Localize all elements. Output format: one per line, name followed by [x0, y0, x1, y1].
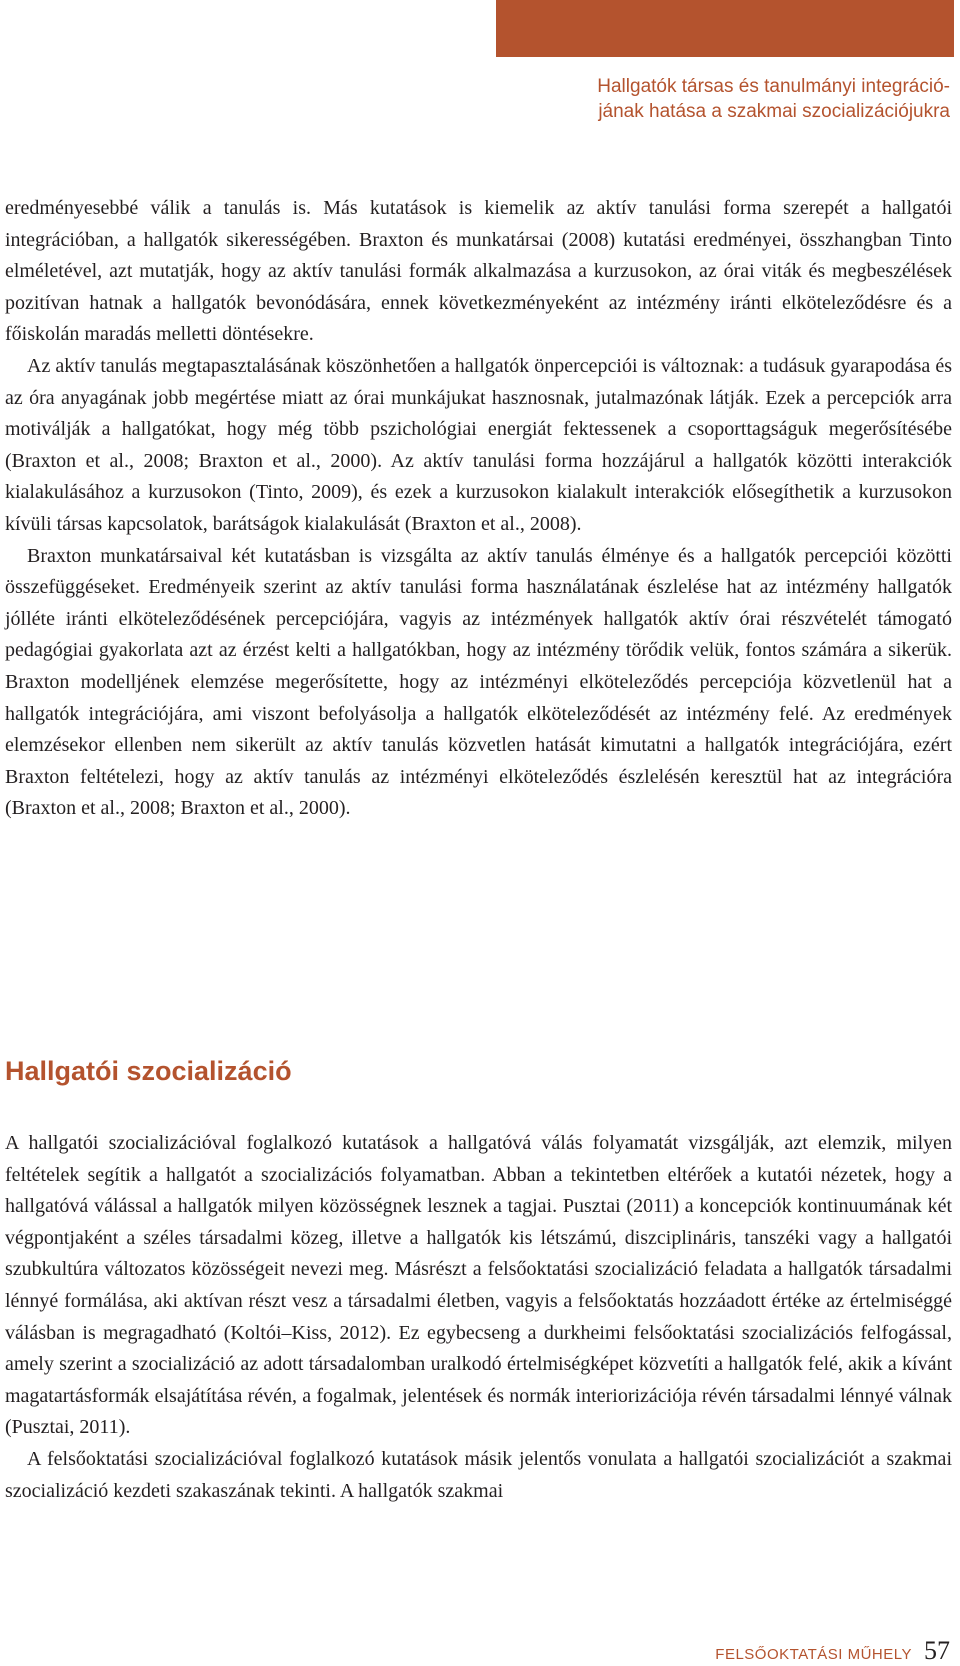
journal-name: FELSŐOKTATÁSI MŰHELY: [715, 1646, 912, 1663]
running-head-line-1: Hallgatók társas és tanulmányi integráció-: [597, 76, 950, 97]
header-color-bar: [496, 0, 954, 57]
body-section-2: [5, 1128, 952, 1507]
page-number: 57: [924, 1636, 950, 1665]
paragraph: A hallgatói szocializációval foglalkozó kutatások a hallgatóvá válás folyamatát vizsgálják, azt elemzik, milyen feltételek segítik a hallgatót a szocializációs folyamatban. Abban a tekintetben eltérőek a kutatói nézetek, hogy a hallgatóvá válással a hallgatók milyen közösségnek lesznek a tagjai. Pusztai (2011) a koncepciók kontinuumának két végpontjaként a széles társadalmi közeg, illetve a hallgatók kis létszámú, diszciplináris, tanszéki vagy a hallgatói szubkultúra változatos közösségeit nevezi meg. Másrészt a felsőoktatási szocializáció feladata a hallgatók társadalmi lénnyé formálása, aki aktívan részt vesz a társadalmi életben, vagyis a felsőoktatás hozzáadott értéke az értelmiséggé válásban is megragadható (Koltói–Kiss, 2012). Ez egybecseng a durkheimi felsőoktatási szocializációs felfogással, amely szerint a szocializáció az adott társadalomban uralkodó értelmiségképet közvetíti a hallgatók felé, akik a kívánt magatartásformák elsajátítása révén, a fogalmak, jelentések és normák interiorizációja révén társadalmi lénnyé válnak (Pusztai, 2011).: [5, 1132, 952, 1439]
running-head-line-2: jának hatása a szakmai szocializációjukra: [598, 101, 950, 122]
paragraph: Braxton munkatársaival két kutatásban is vizsgálta az aktív tanulás élménye és a hallgatók percepciói közötti összefüggéseket. Eredményeik szerint az aktív tanulási forma használatának észlelése hat az intézmény hallgatók jólléte iránti elköteleződésének percepciójára, vagyis az intézmények hallgatók aktív órai részvételét támogató pedagógiai gyakorlata azt az érzést kelti a hallgatókban, hogy az intézmény törődik velük, fontos számára a sikerük. Braxton modelljének elemzése megerősítette, hogy az intézményi elköteleződés percepciója közvetlenül hat a hallgatók integrációjára, ami viszont befolyásolja a hallgatók elköteleződését az intézmény felé. Az eredmények elemzésekor ellenben nem sikerült az aktív tanulás közvetlen hatását kimutatni a hallgatók integrációjára, ezért Braxton feltételezi, hogy az aktív tanulás az intézményi elköteleződés észlelésén keresztül hat az integrációra (Braxton et al., 2008; Braxton et al., 2000).: [5, 544, 952, 820]
section-heading: Hallgatói szocializáció: [5, 1056, 292, 1086]
paragraph: Az aktív tanulás megtapasztalásának köszönhetően a hallgatók önpercepciói is változnak: a tudásuk gyarapodása és az óra anyagának jobb megértése miatt az órai munkájukat hasznosnak, jutalmazónak látják. Ezek a percepciók arra motiválják a hallgatókat, hogy még több pszichológiai energiát fektessenek a csoporttagságuk megerősítésébe (Braxton et al., 2008; Braxton et al., 2000). Az aktív tanulási forma hozzájárul a hallgatók közötti interakciók kialakulásához a kurzusokon (Tinto, 2009), és ezek a kurzusokon kialakult interakciók elősegíthetik a kurzusokon kívüli társas kapcsolatok, barátságok kialakulását (Braxton et al., 2008).: [5, 354, 952, 535]
page-footer: [715, 1636, 950, 1666]
paragraph: eredményesebbé válik a tanulás is. Más kutatások is kiemelik az aktív tanulási forma szerepét a hallgatói integrációban, a hallgatók sikerességében. Braxton és munkatársai (2008) kutatási eredményei, összhangban Tinto elméletével, azt mutatják, hogy az aktív tanulási formák alkalmazása a kurzusokon, az órai viták és megbeszélések pozitívan hatnak a hallgatók bevonódására, ennek következményeként az intézmény iránti elköteleződésre és a főiskolán maradás melletti döntésekre.: [5, 197, 952, 346]
paragraph: A felsőoktatási szocializációval foglalkozó kutatások másik jelentős vonulata a hallgatói szocializációt a szakmai szocializáció kezdeti szakaszának tekinti. A hallgatók szakmai: [5, 1447, 952, 1502]
body-section-1: [5, 193, 952, 825]
running-head: [490, 74, 950, 124]
